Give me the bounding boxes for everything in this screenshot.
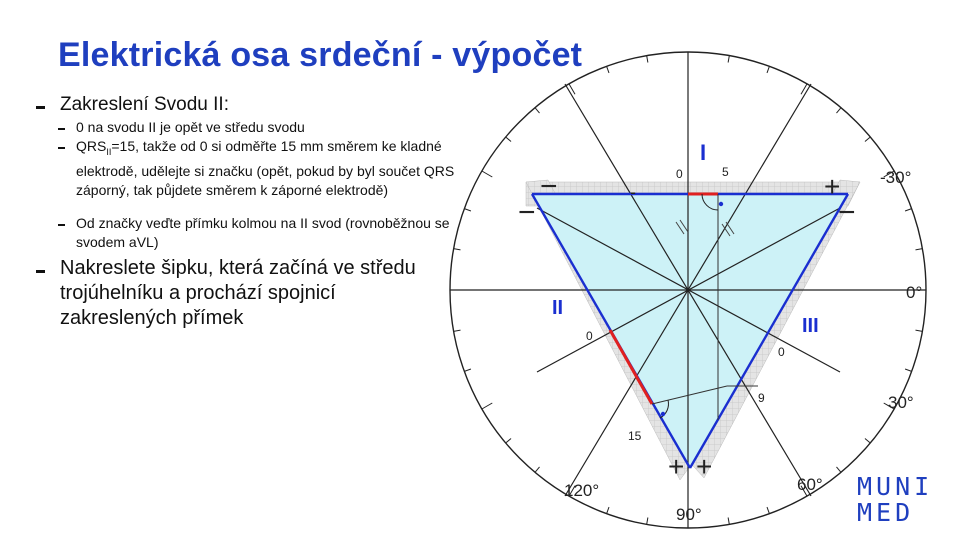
lead-i-five-label: 5 (722, 165, 729, 179)
circle-tick (836, 467, 840, 472)
plus-sign-lead-iii: + (696, 451, 713, 482)
angle-60-label: 60° (797, 475, 823, 494)
qrs-description: =15, takže od 0 si odměřte 15 mm směrem ke kladné elektrodě, udělejte si značku (opět, pokud by byl součet QRS záporný, tak půjdete směrem k záporné elektrodě) (76, 138, 455, 198)
right-angle-dot-ii (661, 412, 665, 416)
angle-120-label: 120° (564, 481, 600, 500)
axis-lines (450, 52, 934, 528)
circle-tick (454, 330, 461, 331)
circle-tick (506, 438, 511, 442)
circle-tick (905, 209, 912, 211)
lead-i-label: I (700, 140, 707, 165)
circle-tick (482, 171, 492, 177)
slide-title: Elektrická osa srdeční - výpočet (58, 36, 583, 74)
sub-bullet-text: 0 na svodu II je opět ve středu svodu (76, 119, 305, 135)
plus-sign-lead-i: + (824, 171, 841, 202)
circle-tick (728, 56, 729, 63)
bullet-text: Zakreslení Svodu II: (60, 94, 229, 115)
circle-tick (506, 137, 511, 141)
circle-tick (535, 467, 539, 472)
circle-tick (464, 209, 471, 211)
lead-iii-label: III (802, 315, 819, 337)
einthoven-triangle (532, 194, 848, 468)
circle-tick (767, 507, 769, 514)
lead-iii-nine-label: 9 (758, 391, 765, 405)
circle-tick (905, 369, 912, 371)
circle-tick (915, 249, 922, 250)
circle-tick (607, 66, 609, 73)
minus-sign-lead-ii: − (518, 196, 536, 229)
logo-line-muni: MUNI (857, 472, 934, 501)
angle-30-label: 30° (888, 393, 914, 412)
small-minus-lead-i: - (630, 182, 636, 202)
plus-sign-lead-ii: + (668, 451, 685, 482)
circle-tick (607, 507, 609, 514)
circle-tick (482, 403, 492, 409)
angle-0-label: 0° (906, 283, 923, 302)
minus-sign-lead-i: − (540, 170, 558, 203)
lead-ii-fifteen-label: 15 (628, 429, 642, 443)
lead-i-zero-label: 0 (676, 167, 683, 181)
angle-minus30-label: -30° (880, 168, 912, 187)
circle-tick (865, 438, 870, 442)
circle-tick (865, 137, 870, 141)
lead-iii-zero-label: 0 (778, 345, 785, 359)
qrs-label: QRS (76, 138, 107, 154)
muni-med-logo (857, 472, 934, 527)
angle-90-label: 90° (676, 505, 702, 524)
minus-sign-lead-iii: − (838, 196, 856, 229)
circle-tick (836, 108, 840, 113)
circle-tick (647, 517, 648, 524)
lead-ii-zero-label: 0 (586, 329, 593, 343)
qrs-subscript: II (106, 146, 112, 157)
circle-tick (728, 517, 729, 524)
bullet-text: Nakreslete šipku, která začíná ve středu trojúhelníku a prochází spojnicí zakreslených přímek (60, 257, 416, 329)
logo-line-med: MED (857, 498, 915, 527)
circle-tick (647, 56, 648, 63)
circle-tick (535, 108, 539, 113)
circle-tick (454, 249, 461, 250)
circle-tick (464, 369, 471, 371)
circle-tick (915, 330, 922, 331)
right-angle-dot-i (719, 202, 723, 206)
lead-ii-label: II (552, 297, 564, 319)
sub-bullet-text: Od značky veďte přímku kolmou na II svod (rovnoběžnou se svodem aVL) (76, 215, 450, 250)
circle-tick (767, 66, 769, 73)
